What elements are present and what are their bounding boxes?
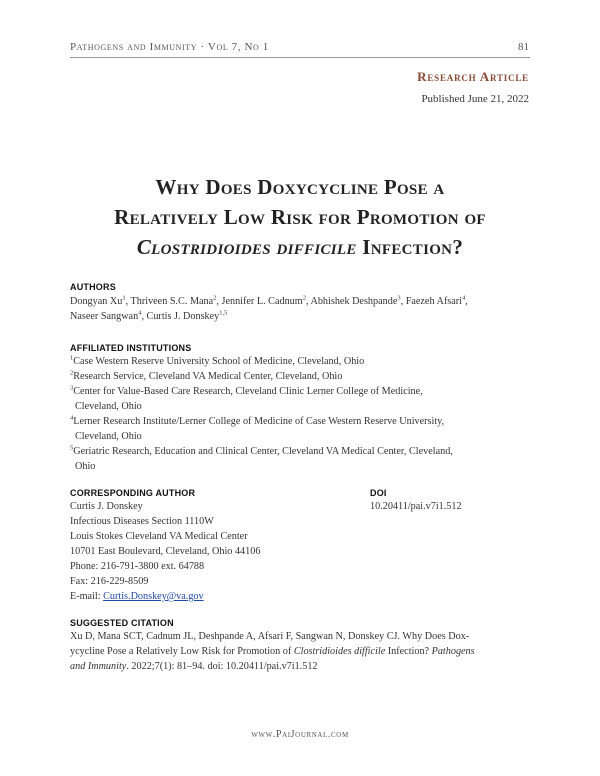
title-line-2: Relatively Low Risk for Promotion of xyxy=(114,205,486,229)
publication-date: Published June 21, 2022 xyxy=(421,93,529,105)
author-affiliation: 2 xyxy=(213,294,217,302)
header-divider xyxy=(70,57,530,58)
institution-item xyxy=(70,369,540,384)
journal-header: Pathogens and Immunity · Vol 7, No 1 xyxy=(70,41,269,53)
author-name: Jennifer L. Cadnum xyxy=(221,296,303,307)
institution-number: 2 xyxy=(70,369,74,377)
author-name: Faezeh Afsari xyxy=(405,296,462,307)
authors-line-1 xyxy=(70,294,540,309)
corresponding-author-block xyxy=(70,499,350,604)
author-affiliation: 4 xyxy=(461,294,466,302)
institution-text: Research Service, Cleveland VA Medical Center, Cleveland, Ohio xyxy=(73,371,343,382)
email-label: E-mail: xyxy=(70,591,104,602)
page-number: 81 xyxy=(518,41,529,53)
authors-line-2 xyxy=(70,309,540,324)
citation-heading: SUGGESTED CITATION xyxy=(70,618,174,628)
author-name: Dongyan Xu xyxy=(70,296,123,307)
author-separator: , xyxy=(465,296,468,307)
author-name: Abhishek Deshpande xyxy=(310,296,398,307)
citation-text xyxy=(70,629,540,674)
citation-text-part: Infection? xyxy=(385,646,432,657)
author-affiliation: 1,5 xyxy=(219,309,228,317)
author-affiliation: 2 xyxy=(302,294,306,302)
title-line-3-rest: Infection? xyxy=(356,235,464,259)
email-link[interactable]: Curtis.Donskey@va.gov xyxy=(103,591,204,602)
author-name: Thriveen S.C. Mana xyxy=(130,296,214,307)
citation-text-part: ycycline Pose a Relatively Low Risk for Promotion of xyxy=(70,646,294,657)
authors-heading: AUTHORS xyxy=(70,282,116,292)
institution-text: Geriatric Research, Education and Clinical Center, Cleveland VA Medical Center, Cleveland, xyxy=(73,446,453,457)
article-type: Research Article xyxy=(417,69,529,84)
citation-line-1: Xu D, Mana SCT, Cadnum JL, Deshpande A, Afsari F, Sangwan N, Donskey CJ. Why Does Dox- xyxy=(70,631,470,642)
author-name: Naseer Sangwan xyxy=(70,311,139,322)
institution-number: 3 xyxy=(70,384,74,392)
institution-text-cont: Ohio xyxy=(75,461,96,472)
article-title xyxy=(60,172,540,262)
institutions-list xyxy=(70,354,540,474)
institution-item xyxy=(70,354,540,369)
author-separator: , xyxy=(216,296,222,307)
doi-heading: DOI xyxy=(370,488,387,498)
institution-item xyxy=(70,384,540,414)
corresponding-name: Curtis J. Donskey xyxy=(70,501,143,512)
author-affiliation: 4 xyxy=(138,309,142,317)
author-separator: , xyxy=(305,296,311,307)
institution-item xyxy=(70,444,540,474)
institution-text: Case Western Reserve University School of Medicine, Cleveland, Ohio xyxy=(73,356,365,367)
citation-line-3 xyxy=(70,659,540,674)
corresponding-phone: Phone: 216-791-3800 ext. 64788 xyxy=(70,561,205,572)
title-line-1: Why Does Doxycycline Pose a xyxy=(155,175,445,199)
citation-journal: and Immunity xyxy=(70,661,127,672)
author-affiliation: 3 xyxy=(397,294,401,302)
title-organism: Clostridioides difficile xyxy=(136,235,357,259)
institutions-heading: AFFILIATED INSTITUTIONS xyxy=(70,343,192,353)
author-separator: , xyxy=(141,311,147,322)
institution-number: 1 xyxy=(70,354,74,362)
institution-text-cont: Cleveland, Ohio xyxy=(75,401,142,412)
authors-list xyxy=(70,294,540,324)
institution-text: Lerner Research Institute/Lerner College of Medicine of Case Western Reserve University, xyxy=(73,416,445,427)
institution-text: Center for Value-Based Care Research, Cleveland Clinic Lerner College of Medicine, xyxy=(73,386,423,397)
title-line-3 xyxy=(60,232,540,262)
institution-text-cont: Cleveland, Ohio xyxy=(75,431,142,442)
institution-item xyxy=(70,414,540,444)
footer-url[interactable]: www.PaiJournal.com xyxy=(251,729,349,740)
citation-text-part: . 2022;7(1): 81–94. doi: 10.20411/pai.v7i1.512 xyxy=(126,661,318,672)
corresponding-email-row xyxy=(70,589,350,604)
corresponding-address: 10701 East Boulevard, Cleveland, Ohio 44106 xyxy=(70,546,261,557)
citation-organism: Clostridioides difficile xyxy=(293,646,386,657)
corresponding-fax: Fax: 216-229-8509 xyxy=(70,576,149,587)
citation-journal: Pathogens xyxy=(431,646,475,657)
author-separator: , xyxy=(400,296,406,307)
institution-number: 5 xyxy=(70,444,74,452)
doi-value: 10.20411/pai.v7i1.512 xyxy=(370,501,462,512)
corresponding-org: Louis Stokes Cleveland VA Medical Center xyxy=(70,531,248,542)
author-name: Curtis J. Donskey xyxy=(146,311,220,322)
institution-number: 4 xyxy=(70,414,74,422)
citation-line-2 xyxy=(70,644,540,659)
corresponding-heading: CORRESPONDING AUTHOR xyxy=(70,488,196,498)
author-affiliation: 1 xyxy=(122,294,126,302)
corresponding-dept: Infectious Diseases Section 1110W xyxy=(70,516,214,527)
author-separator: , xyxy=(125,296,131,307)
